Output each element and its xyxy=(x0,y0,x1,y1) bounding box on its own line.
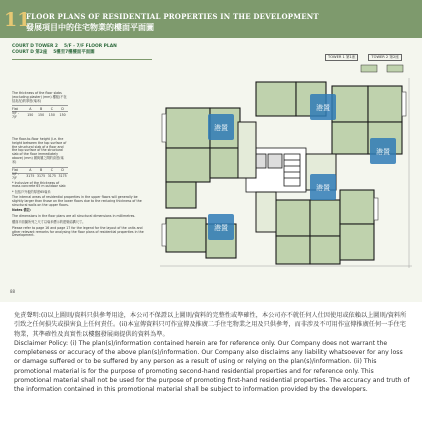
court-name-en: COURT D TOWER 2 xyxy=(12,44,58,49)
table-cell: B xyxy=(39,168,43,173)
table-cell: 5/F - 7/F xyxy=(12,110,20,119)
table-cell: 150 xyxy=(48,112,55,117)
table-cell: D xyxy=(61,106,64,111)
table-row xyxy=(12,111,68,117)
table-cell: 3175 xyxy=(37,174,46,179)
section-title-zh: 發展項目中的住宅物業的樓面平面圖 xyxy=(26,23,154,32)
svg-text:港置: 港置 xyxy=(316,184,330,192)
remark-line: 樓面平面圖所列之尺寸以毫米標示的建築結構尺寸。 xyxy=(12,219,86,224)
section-title-en: FLOOR PLANS OF RESIDENTIAL PROPERTIES IN THE DEVELOPMENT xyxy=(26,12,319,21)
table-cell: 150 xyxy=(27,112,34,117)
table-row xyxy=(12,173,68,179)
table-cell: Flat xyxy=(12,168,18,173)
remark-line: Please refer to page 16 and page 17 for the legend for the layout of the units and other relevant remarks for analysing the floor plans of residential properties in the Development. xyxy=(12,225,144,238)
plan-caption xyxy=(12,44,152,64)
page-number: 88 xyxy=(10,289,16,294)
table-cell: 5/F - 7/F xyxy=(12,172,20,181)
table-cell: C xyxy=(50,106,53,111)
floor-range-zh: 5樓至7樓樓面平面圖 xyxy=(53,50,95,55)
floor-range-en: 5/F - 7/F FLOOR PLAN xyxy=(63,44,117,49)
table-cell: 3175 xyxy=(58,174,67,179)
court-name-zh: COURT D 第2座 xyxy=(12,50,48,55)
svg-text:港置: 港置 xyxy=(316,104,330,112)
tower1-label: TOWER 1 第1座 xyxy=(325,54,358,61)
disclaimer xyxy=(14,311,410,395)
table-cell: A xyxy=(29,168,32,173)
remarks-block xyxy=(12,196,150,240)
caption-divider xyxy=(12,59,152,60)
svg-text:港置: 港置 xyxy=(214,224,228,232)
table-cell: A xyxy=(29,106,32,111)
key-plan xyxy=(357,62,409,74)
tower2-label: TOWER 2 第2座 xyxy=(368,54,401,61)
floor-height-note: The floor-to-floor height (i.e. the height between the top surface of the structural slab of a floor and the top surface of the structural slab of the floor immediately above) (mm) 層與層之間的高度(毫米) xyxy=(12,137,67,164)
floor-plan-drawing xyxy=(160,78,412,270)
remark-line: The internal areas of residential properties in the upper floors will generally be slightly larger than those on the lower floors due to the reducing thickness of the structural walls on the upper floors. xyxy=(12,195,142,207)
disclaimer-zh: 免責聲明:(i)以上圖則/資料只供參考用途，本公司不保證以上圖則/資料的完整性或準確性，本公司亦不就任何人仕因使用或依賴以上圖則/資料所引致之任何損失或損害負上任何責任。(ii)本宣傳資料只可作宣傳及推廣二手住宅物業之用及只供參考，而非涉及不可用作宣傳推廣任何一手住宅物業，其準確性及真實性以樓盤發展商提供的資料為準。 xyxy=(14,312,407,338)
notes-heading: Notes 備註: xyxy=(12,208,32,213)
plan-tower-labels xyxy=(325,54,402,61)
remark-line: * Inclusive of the thickness of mass concrete 65 m outdoor slab xyxy=(12,180,66,189)
slab-thickness-table xyxy=(12,92,68,117)
disclaimer-en: Disclaimer Policy: (i) The plan(s)/information contained herein are for reference only. Our Company does not warrant the completeness or accuracy of the above plan(s)/information. Our Company also disclaims any liability whatsoever for any loss or damage suffered or to be suffered by any person as a result of using or relying on the plan(s)/information. (ii) This promotional material is for the purpose of promoting second-hand residential properties and for reference only. This promotional material shall not be used for the purpose of promoting first-hand residential properties. The accuracy and truth of the information contained in this promotional material shall be subject to information provided by the developers. xyxy=(14,339,410,394)
svg-text:港置: 港置 xyxy=(214,124,228,132)
svg-text:港置: 港置 xyxy=(376,148,390,156)
table-cell: D xyxy=(61,168,64,173)
table-cell: 3175 xyxy=(26,174,35,179)
table-cell: 3175 xyxy=(47,174,56,179)
page-header xyxy=(0,0,422,38)
table-cell: 150 xyxy=(59,112,66,117)
remark-line: * 包括戶外板的厚度65毫米 xyxy=(12,190,51,195)
table-cell: C xyxy=(50,168,53,173)
remark-line: The dimensions in the floor plans are all structural dimensions in millimetres. xyxy=(12,214,136,219)
slab-thickness-note: The thickness of the floor slabs (excluding plaster) (mm) 樓板(不包括灰泥)的厚度(毫米) xyxy=(12,91,67,103)
table-cell: Flat xyxy=(12,106,18,111)
floor-height-table xyxy=(12,138,68,197)
chapter-number: 11 xyxy=(4,9,31,31)
table-cell: B xyxy=(39,106,43,111)
table-cell: 150 xyxy=(38,112,45,117)
